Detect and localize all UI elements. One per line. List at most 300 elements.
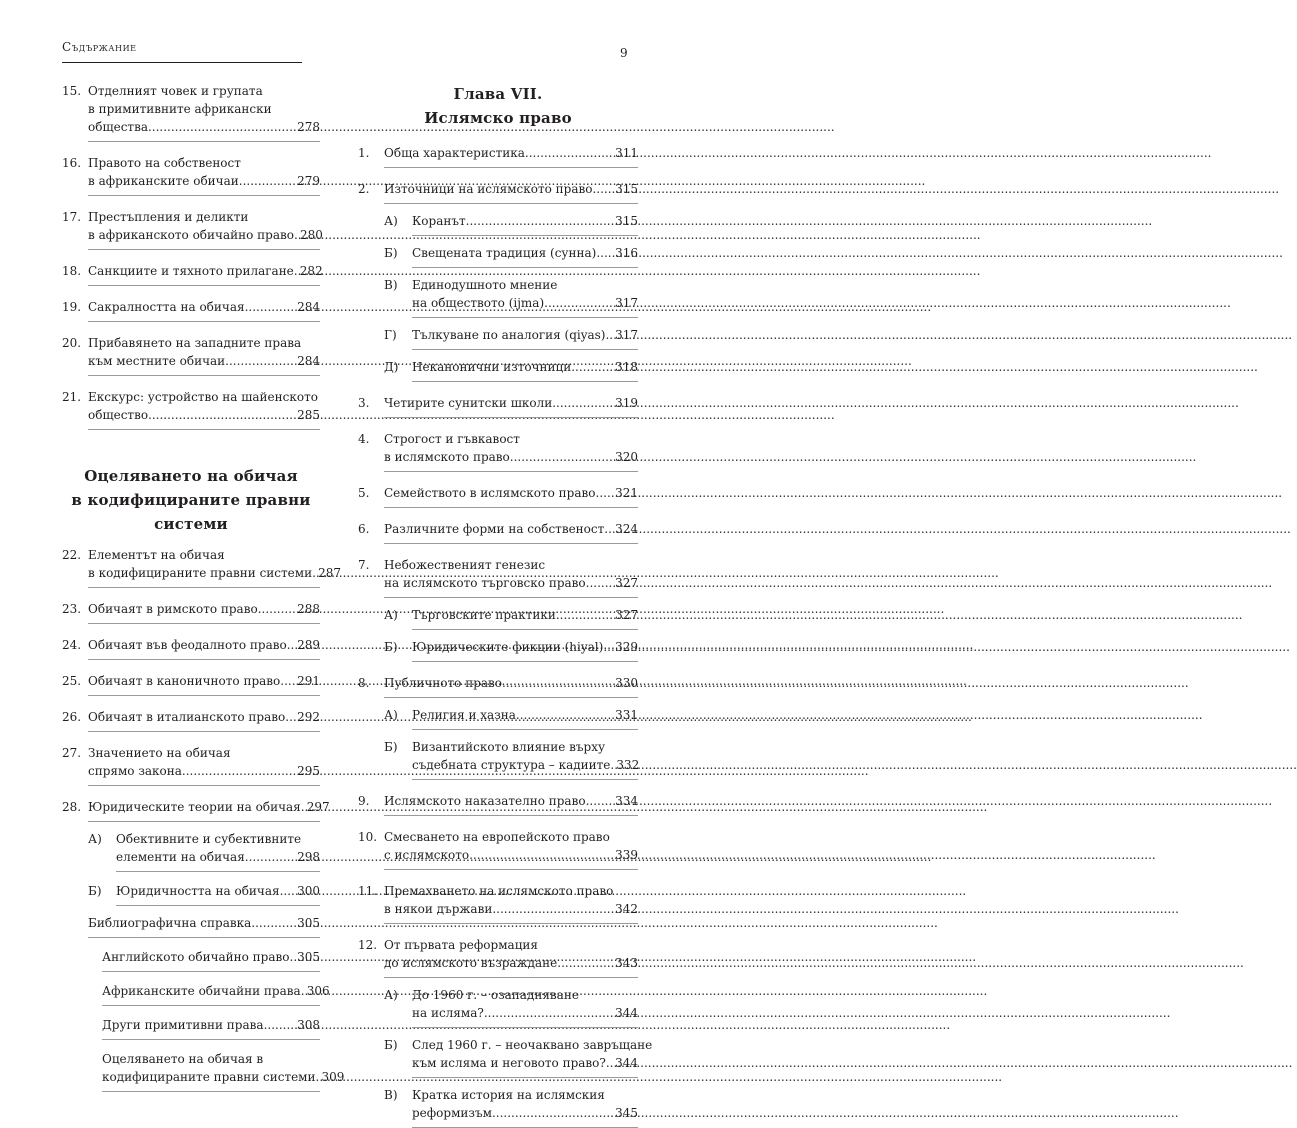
page-ref: 330 <box>615 676 638 690</box>
entry-number: 4. <box>358 432 370 446</box>
page-ref: 306 <box>306 984 330 998</box>
toc-entry <box>62 82 320 142</box>
entry-last-line <box>384 448 638 466</box>
page-ref: 305 <box>297 950 320 964</box>
bibliography-items <box>88 938 345 1092</box>
entry-body <box>88 672 320 696</box>
subentry-letter: А) <box>384 708 398 722</box>
entry-body <box>88 388 320 430</box>
entry-number: 22. <box>62 548 82 562</box>
entry-number: 24. <box>62 638 82 652</box>
toc-entries-15-21 <box>62 82 323 430</box>
entry-number: 20. <box>62 336 82 350</box>
entry-title-line: Византийското влияние върху <box>412 740 606 754</box>
leader-dots <box>557 954 615 972</box>
entry-title-text: Обичаят във феодалното право <box>88 638 287 652</box>
entry-title-text: Обичаят в каноничното право <box>88 674 281 688</box>
entry-underline <box>88 623 320 624</box>
entry-title-text: общество <box>88 408 149 422</box>
entry-last-line <box>384 900 638 918</box>
entry-number: 17. <box>62 210 82 224</box>
entry-underline <box>88 587 320 588</box>
leader-dots <box>239 172 297 190</box>
entry-underline <box>412 235 638 236</box>
toc-subentry <box>384 276 638 318</box>
subentry-letter: В) <box>384 278 398 292</box>
leader-dots <box>148 118 297 136</box>
subentry-letter: Б) <box>384 246 398 260</box>
entry-underline <box>412 381 638 382</box>
entry-title-line: Отделният човек и групата <box>88 84 263 98</box>
entry-body <box>412 358 638 382</box>
entry-title-text: в някои държави <box>384 902 493 916</box>
page-ref: 278 <box>297 120 320 134</box>
entry-number: 5. <box>358 486 370 500</box>
entry-underline <box>384 923 638 924</box>
entry-body <box>412 986 638 1028</box>
entry-last-line <box>384 674 638 692</box>
entry-title-text: кодифицираните правни системи <box>102 1070 316 1084</box>
entry-underline <box>88 375 320 376</box>
toc-entry <box>62 600 320 624</box>
header-rule <box>62 62 302 63</box>
entry-number: 6. <box>358 522 370 536</box>
entry-title-line: Кратка история на ислямския <box>412 1088 605 1102</box>
toc-entry <box>358 430 638 472</box>
entry-last-line <box>102 1068 345 1086</box>
entry-body <box>384 674 638 698</box>
entry-underline <box>88 249 320 250</box>
entry-body <box>102 1050 345 1092</box>
leader-dots <box>510 448 615 466</box>
entry-body <box>116 882 320 906</box>
entry-number: 11. <box>358 884 378 898</box>
entry-title-text: елементи на обичая <box>116 850 245 864</box>
entry-title-text: Четирите сунитски школи <box>384 396 553 410</box>
entry-last-line <box>384 180 638 198</box>
entry-last-line <box>88 762 320 780</box>
entry-title-line: До 1960 г. – озападняване <box>412 988 579 1002</box>
entry-last-line <box>88 406 320 424</box>
toc-entries-22-28 <box>62 546 341 822</box>
entry-title-text: Юридическите теории на обичая <box>88 800 301 814</box>
subentry-letter: А) <box>88 832 102 846</box>
leader-dots <box>605 326 615 344</box>
entry-body <box>88 298 320 322</box>
entry-title-line: Смесването на европейското право <box>384 830 610 844</box>
entry-title-text: Публичното право <box>384 676 503 690</box>
toc-subentry <box>88 882 320 906</box>
page-ref: 311 <box>615 146 638 160</box>
page-ref: 344 <box>615 1006 638 1020</box>
leader-dots <box>516 706 615 724</box>
entry-body <box>384 936 638 978</box>
entry-last-line <box>412 1104 638 1122</box>
entry-number: 9. <box>358 794 370 808</box>
entry-body <box>88 798 330 822</box>
entry-title-text: с ислямското <box>384 848 470 862</box>
entry-title-line: Престъпления и деликти <box>88 210 249 224</box>
toc-entry <box>62 798 330 822</box>
toc-entry <box>62 298 320 322</box>
leader-dots <box>592 180 615 198</box>
entry-title-line: След 1960 г. – неочаквано завръщане <box>412 1038 653 1052</box>
entry-body <box>384 882 638 924</box>
entry-underline <box>88 285 320 286</box>
toc-subentry <box>384 212 638 236</box>
toc-entry <box>62 636 320 660</box>
toc-entry <box>62 744 320 786</box>
entry-body <box>384 520 638 544</box>
leader-dots <box>245 298 298 316</box>
entry-number: 1. <box>358 146 370 160</box>
entry-last-line <box>88 672 320 690</box>
page-ref: 287 <box>318 566 341 580</box>
entry-last-line <box>384 792 638 810</box>
entry-title-text: Източници на ислямското право <box>384 182 593 196</box>
page-ref: 308 <box>297 1018 320 1032</box>
entry-last-line <box>88 636 320 654</box>
toc-entry <box>358 144 638 168</box>
entry-title-text: Неканонични източници <box>412 360 572 374</box>
subentry-group <box>358 698 638 780</box>
entry-title-text: на исляма? <box>412 1006 484 1020</box>
page-ref: 327 <box>615 608 638 622</box>
toc-subentry <box>384 606 638 630</box>
subentry-letter: Б) <box>384 640 398 654</box>
bibliography-item <box>102 1050 345 1092</box>
entry-body <box>384 144 638 168</box>
entry-underline <box>384 543 638 544</box>
leader-dots <box>484 1004 615 1022</box>
toc-subentry <box>88 830 320 872</box>
page-ref: 339 <box>615 848 638 862</box>
entry-underline <box>384 697 638 698</box>
entry-number: 25. <box>62 674 82 688</box>
page-ref: 298 <box>297 850 320 864</box>
leader-dots <box>251 914 297 932</box>
entry-body <box>88 600 320 624</box>
toc-entry <box>62 208 323 250</box>
entry-body <box>88 914 320 938</box>
entry-title-line: Екскурс: устройство на шайенското <box>88 390 318 404</box>
leader-dots <box>264 1016 298 1034</box>
section-heading-line: в кодифицираните правни <box>71 491 311 509</box>
section-heading <box>62 464 320 536</box>
entry-last-line <box>116 848 320 866</box>
toc-subentry <box>384 986 638 1028</box>
subentry-letter: Б) <box>384 740 398 754</box>
entry-title-line: в примитивните африкански <box>88 102 272 116</box>
page-ref: 315 <box>615 182 638 196</box>
toc-entry <box>62 546 341 588</box>
toc-entry <box>62 154 320 196</box>
page-ref: 344 <box>615 1056 638 1070</box>
entry-last-line <box>384 520 638 538</box>
entry-last-line <box>384 484 638 502</box>
entry-body <box>384 394 638 418</box>
entry-title-text: към исляма и неговото право? <box>412 1056 606 1070</box>
page-ref: 319 <box>615 396 638 410</box>
entry-title-line: Елементът на обичая <box>88 548 225 562</box>
entry-underline <box>102 1091 320 1092</box>
entry-title-text: на ислямското търговско право <box>384 576 586 590</box>
toc-subentry <box>384 738 638 780</box>
entry-number: 16. <box>62 156 82 170</box>
entry-body <box>412 606 638 630</box>
entry-body <box>412 1036 653 1078</box>
entry-title-text: в африканското обичайно право <box>88 228 294 242</box>
entry-title-text: на обществото (ijma) <box>412 296 545 310</box>
leader-dots <box>469 846 615 864</box>
page-ref: 345 <box>615 1106 638 1120</box>
toc-entry <box>358 180 638 204</box>
page-ref: 316 <box>615 246 638 260</box>
entry-last-line <box>88 172 320 190</box>
entry-last-line <box>412 638 638 656</box>
toc-subentry <box>384 706 638 730</box>
entry-underline <box>412 1027 638 1028</box>
entry-underline <box>384 869 638 870</box>
entry-underline <box>384 977 638 978</box>
entry-underline <box>116 871 320 872</box>
entry-last-line <box>384 144 638 162</box>
entry-number: 10. <box>358 830 378 844</box>
entry-title-text: Обичаят в римското право <box>88 602 258 616</box>
entry-last-line <box>116 882 320 900</box>
entry-title-text: Обичаят в италианското право <box>88 710 286 724</box>
entry-last-line <box>412 358 638 376</box>
leader-dots <box>492 1104 615 1122</box>
subentry-group <box>358 598 638 662</box>
leader-dots <box>606 1054 615 1072</box>
entry-last-line <box>384 954 638 972</box>
page-ref: 284 <box>297 354 320 368</box>
page-ref: 289 <box>297 638 320 652</box>
entry-underline <box>88 321 320 322</box>
entry-body <box>88 744 320 786</box>
entry-body <box>412 244 638 268</box>
entry-title-text: Различните форми на собственост <box>384 522 605 536</box>
leader-dots <box>148 406 297 424</box>
entry-underline <box>384 167 638 168</box>
entry-title-line: Премахването на ислямското право <box>384 884 614 898</box>
entry-underline <box>88 731 320 732</box>
toc-entry <box>358 484 638 508</box>
entry-body <box>384 556 638 598</box>
entry-last-line <box>412 294 638 312</box>
entry-title-text: съдебната структура – кадиите <box>412 758 611 772</box>
entry-body <box>412 706 638 730</box>
entry-last-line <box>88 708 320 726</box>
chapter-title: Ислямско право <box>424 109 572 127</box>
entry-number: 26. <box>62 710 82 724</box>
entry-body <box>384 828 638 870</box>
entry-underline <box>412 267 638 268</box>
leader-dots <box>225 352 297 370</box>
page-ref: 305 <box>297 916 320 930</box>
entry-body <box>102 948 320 972</box>
entry-underline <box>88 785 320 786</box>
page-ref: 282 <box>299 264 323 278</box>
entry-body <box>88 82 320 142</box>
toc-subentry <box>384 326 638 350</box>
page-ref: 332 <box>616 758 640 772</box>
page-ref: 288 <box>297 602 320 616</box>
page-ref: 324 <box>615 522 638 536</box>
page-ref: 285 <box>297 408 320 422</box>
entry-last-line <box>88 352 320 370</box>
entry-last-line <box>88 298 320 316</box>
entry-last-line <box>412 244 638 262</box>
bibliography-item <box>102 1016 320 1040</box>
entry-body <box>88 334 320 376</box>
entry-underline <box>116 905 320 906</box>
entry-last-line <box>384 394 638 412</box>
leader-dots <box>492 900 615 918</box>
leader-dots <box>596 244 615 262</box>
entry-title-text: Юридическите фикции (hiyal) <box>412 640 604 654</box>
entry-number: 12. <box>358 938 378 952</box>
entry-last-line <box>88 600 320 618</box>
entry-last-line <box>412 1004 638 1022</box>
entry-title-line: Прибавянето на западните права <box>88 336 302 350</box>
entry-last-line <box>88 564 341 582</box>
bibliography-item <box>102 948 320 972</box>
entry-body <box>412 1086 638 1128</box>
entry-body <box>88 708 320 732</box>
entry-title-line: Оцеляването на обичая в <box>102 1052 264 1066</box>
toc-right-column <box>358 82 653 1128</box>
page-ref: 300 <box>297 884 320 898</box>
toc-entry <box>358 520 638 544</box>
entry-underline <box>88 429 320 430</box>
entry-title-text: Библиографична справка <box>88 916 252 930</box>
entry-last-line <box>412 706 638 724</box>
toc-subentry <box>384 358 638 382</box>
entry-body <box>412 326 638 350</box>
entry-last-line <box>102 982 330 1000</box>
entry-underline <box>384 597 638 598</box>
page-ref: 331 <box>615 708 638 722</box>
entry-last-line <box>102 948 320 966</box>
page-ref: 315 <box>615 214 638 228</box>
entry-title-line: Единодушното мнение <box>412 278 558 292</box>
chapter-number: Глава VII. <box>453 85 543 103</box>
section-heading-line: системи <box>154 515 228 533</box>
leader-dots <box>258 600 297 618</box>
leader-dots <box>466 212 615 230</box>
entry-number: 7. <box>358 558 370 572</box>
leader-dots <box>182 762 297 780</box>
subentry-letter: Д) <box>384 360 399 374</box>
entry-title-text: Свещената традиция (сунна) <box>412 246 597 260</box>
entry-last-line <box>102 1016 320 1034</box>
leader-dots <box>544 294 615 312</box>
toc-entry <box>62 708 320 732</box>
entry-body <box>412 638 638 662</box>
leader-dots <box>604 520 615 538</box>
leader-dots <box>586 792 616 810</box>
page-number: 9 <box>620 46 628 60</box>
page-ref: 318 <box>615 360 638 374</box>
entry-last-line <box>412 756 638 774</box>
entry-last-line <box>88 262 323 280</box>
entry-underline <box>384 815 638 816</box>
entry-body <box>102 1016 320 1040</box>
leader-dots <box>586 574 615 592</box>
entry-number: 21. <box>62 390 82 404</box>
entry-last-line <box>88 798 330 816</box>
entry-underline <box>412 729 638 730</box>
entry-number: 3. <box>358 396 370 410</box>
leader-dots <box>502 674 615 692</box>
page-ref: 280 <box>299 228 323 242</box>
entry-body <box>102 982 330 1006</box>
entry-title-text: Английското обичайно право <box>102 950 290 964</box>
entry-body <box>88 262 323 286</box>
entry-title-text: в африканските обичаи <box>88 174 239 188</box>
entry-underline <box>412 629 638 630</box>
entry-title-line: Правото на собственост <box>88 156 241 170</box>
entry-title-line: Небожественият генезис <box>384 558 546 572</box>
page-ref: 309 <box>321 1070 345 1084</box>
bibliography-block <box>62 914 345 1092</box>
subentry-group <box>358 204 638 382</box>
entry-body <box>116 830 320 872</box>
entry-title-line: Строгост и гъвкавост <box>384 432 520 446</box>
leader-dots <box>552 394 615 412</box>
leader-dots <box>290 948 298 966</box>
entry-underline <box>88 659 320 660</box>
subentry-letter: В) <box>384 1088 398 1102</box>
entry-last-line <box>88 226 323 244</box>
page-ref: 320 <box>615 450 638 464</box>
page-ref: 317 <box>615 328 638 342</box>
entry-underline <box>88 821 320 822</box>
leader-dots <box>280 882 298 900</box>
toc-subentry <box>384 1036 653 1078</box>
page-ref: 334 <box>615 794 638 808</box>
entry-title-text: до ислямското възраждане <box>384 956 558 970</box>
entry-underline <box>384 417 638 418</box>
entry-body <box>384 430 638 472</box>
entry-number: 23. <box>62 602 82 616</box>
entry-last-line <box>384 574 638 592</box>
entry-body <box>412 212 638 236</box>
entry-body <box>384 792 638 816</box>
entry-underline <box>384 471 638 472</box>
entry-title-text: в кодифицираните правни системи <box>88 566 313 580</box>
entry-title-text: Търговските практики <box>412 608 556 622</box>
subentry-letter: А) <box>384 214 398 228</box>
entry-last-line <box>88 118 320 136</box>
page-ref: 342 <box>615 902 638 916</box>
subentry-group <box>358 978 653 1128</box>
entry-title-text: Религия и хазна <box>412 708 516 722</box>
bibliography-entry <box>88 914 320 938</box>
entry-underline <box>412 661 638 662</box>
entry-title-text: спрямо закона <box>88 764 182 778</box>
toc-entry <box>358 394 638 418</box>
leader-dots <box>287 636 297 654</box>
page-ref: 291 <box>297 674 320 688</box>
entry-underline <box>88 141 320 142</box>
entry-title-text: реформизъм <box>412 1106 492 1120</box>
toc-entry <box>358 792 638 816</box>
toc-entry <box>62 672 320 696</box>
entry-underline <box>384 203 638 204</box>
